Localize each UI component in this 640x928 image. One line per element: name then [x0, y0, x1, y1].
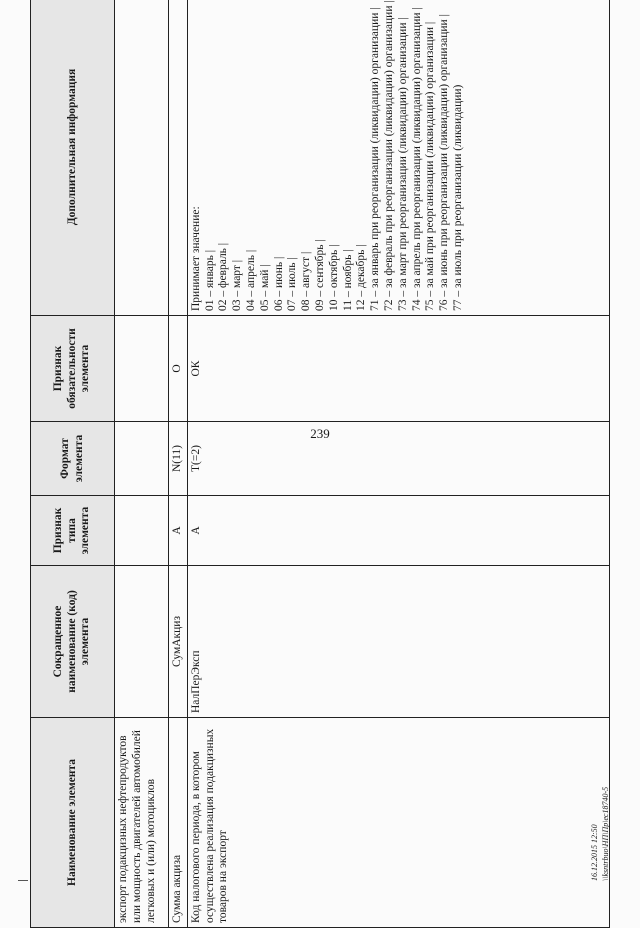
- list-item: 73 – за март при реорганизации (ликвидации) организации |: [396, 17, 409, 311]
- list-item: 06 – июнь |: [272, 256, 285, 311]
- list-item: 03 – март |: [231, 259, 244, 311]
- elements-table: [30, 0, 610, 928]
- list-item: 76 – за июнь при реорганизации (ликвидации) организации |: [438, 14, 451, 311]
- list-item: 72 – за февраль при реорганизации (ликвидации) организации |: [382, 0, 395, 311]
- cell-info: [169, 0, 188, 316]
- list-item: 71 – за январь при реорганизации (ликвидации) организации |: [369, 7, 382, 311]
- header-required-flag: Признак обязательности элемента: [31, 316, 115, 422]
- header-format: Формат элемента: [31, 422, 115, 496]
- cell-code: СумАкциз: [169, 566, 188, 718]
- list-item: 05 – май |: [258, 264, 271, 311]
- table-row: [169, 0, 188, 928]
- list-item: 08 – август |: [300, 251, 313, 311]
- cell-required: ОК: [187, 316, 609, 422]
- header-type-flag: Признак типа элемента: [31, 496, 115, 566]
- margin-mark: [18, 880, 28, 881]
- cell-code: НалПерЭксп: [187, 566, 609, 718]
- period-values-list: [204, 0, 466, 311]
- cell-type: [115, 496, 169, 566]
- table-header-row: [31, 0, 115, 928]
- cell-required: [115, 316, 169, 422]
- cell-name: экспорт подакцизных нефтепродуктов или мощность двигателей автомобилей легковых и (или) мотоциклов: [115, 718, 169, 928]
- cell-name: Сумма акциза: [169, 718, 188, 928]
- header-extra-info: Дополнительная информация: [31, 0, 115, 316]
- cell-type: А: [169, 496, 188, 566]
- stamp-date: 16.12.2015 12:50: [590, 824, 599, 881]
- list-item: 11 – ноябрь |: [341, 249, 354, 311]
- table-row: [187, 0, 609, 928]
- list-item: 12 – декабрь |: [355, 244, 368, 311]
- cell-name: Код налогового периода, в котором осуществлена реализация подакцизных товаров на экспорт: [187, 718, 609, 928]
- stamp-path: \\ksntrbuo\НП\Пр\ес18740-5: [601, 786, 610, 881]
- header-name: Наименование элемента: [31, 718, 115, 928]
- cell-code: [115, 566, 169, 718]
- cell-info: [187, 0, 609, 316]
- list-item: 02 – февраль |: [217, 242, 230, 311]
- list-item: 10 – октябрь |: [327, 244, 340, 311]
- values-intro: Принимает значение:: [189, 206, 202, 311]
- rotated-table-container: [30, 0, 610, 928]
- list-item: 07 – июль |: [286, 257, 299, 311]
- table-row: [115, 0, 169, 928]
- cell-format: T(=2): [187, 422, 609, 496]
- cell-type: А: [187, 496, 609, 566]
- header-short-code: Сокращенное наименование (код) элемента: [31, 566, 115, 718]
- list-item: 09 – сентябрь |: [313, 239, 326, 311]
- list-item: 77 – за июль при реорганизации (ликвидации): [451, 84, 464, 311]
- list-item: 04 – апрель |: [244, 249, 257, 311]
- cell-format: [115, 422, 169, 496]
- document-stamp: [586, 676, 626, 886]
- list-item: 74 – за апрель при реорганизации (ликвидации) организации |: [410, 7, 423, 311]
- page-number: 239: [310, 426, 330, 441]
- cell-format: N(11): [169, 422, 188, 496]
- list-item: 01 – январь |: [203, 250, 216, 311]
- cell-required: О: [169, 316, 188, 422]
- cell-info: [115, 0, 169, 316]
- list-item: 75 – за май при реорганизации (ликвидации) организации |: [424, 21, 437, 311]
